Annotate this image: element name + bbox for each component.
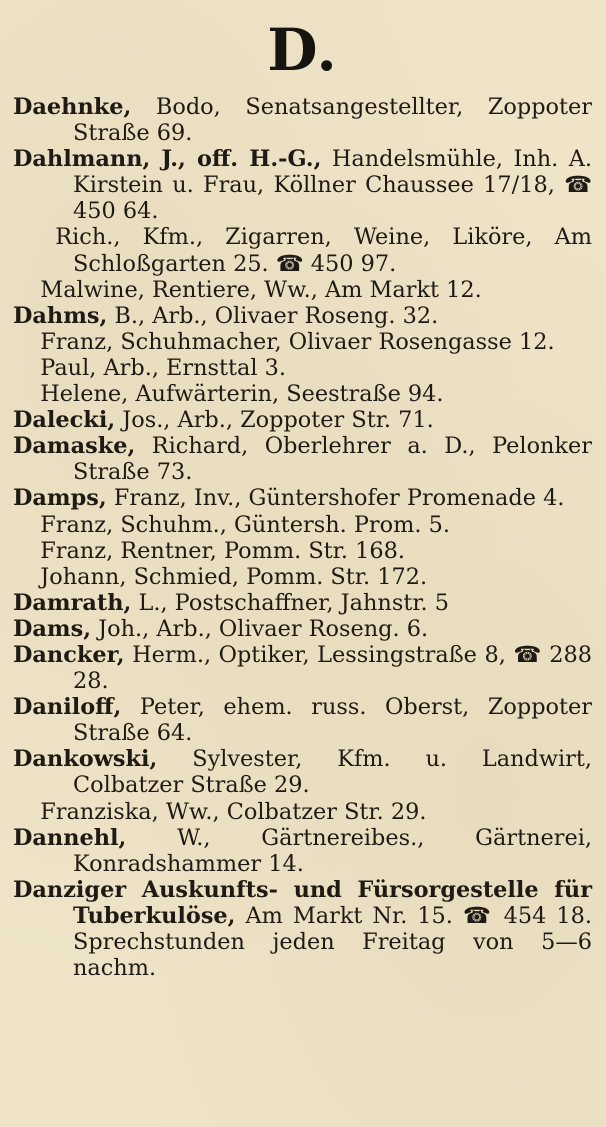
entry-details: Franz, Inv., Güntershofer Promenade 4. <box>106 485 565 512</box>
repeat-dash <box>13 277 33 303</box>
entry-details: B., Arb., Olivaer Roseng. 32. <box>107 302 439 329</box>
directory-entry <box>13 355 592 381</box>
directory-entry <box>13 329 592 355</box>
entry-name: Dahms, <box>13 302 108 329</box>
directory-entry <box>13 564 592 590</box>
entry-name: Dankowski, <box>13 746 158 773</box>
entry-name: Daehnke, <box>13 94 132 120</box>
entry-details: Bodo, Senatsangestellter, Zoppoter Straße 69. <box>73 94 592 147</box>
entry-details: W., Gärtnereibes., Gärtnerei, Konradshammer 14. <box>73 824 592 877</box>
directory-entry <box>13 538 592 564</box>
entry-details: Rich., Kfm., Zigarren, Weine, Liköre, Am Schloßgarten 25. ☎ 450 97. <box>33 224 592 277</box>
entry-name: Dams, <box>13 615 92 642</box>
entry-details: Malwine, Rentiere, Ww., Am Markt 12. <box>33 276 482 303</box>
entry-name: Damaske, <box>13 433 136 460</box>
directory-entry <box>13 277 592 303</box>
directory-entry <box>13 746 592 798</box>
directory-entry <box>13 224 592 276</box>
entry-name: Dahlmann, J., off. H.-G., <box>13 146 322 173</box>
repeat-dash <box>13 329 33 355</box>
entry-details: Jos., Arb., Zoppoter Str. 71. <box>115 407 434 434</box>
entry-name: Damrath, <box>13 589 132 616</box>
repeat-dash <box>13 355 33 381</box>
entry-details: Herm., Optiker, Lessingstraße 8, ☎ 288 28. <box>73 641 592 695</box>
entry-details: Franziska, Ww., Colbatzer Str. 29. <box>33 798 427 825</box>
entry-details: Paul, Arb., Ernsttal 3. <box>33 354 287 381</box>
entry-name: Dancker, <box>13 641 125 668</box>
entry-name: Dannehl, <box>13 824 127 851</box>
letter-heading: D. <box>267 16 338 84</box>
directory-entry <box>13 407 592 433</box>
directory-entry <box>13 799 592 825</box>
directory-entries <box>13 94 592 981</box>
directory-entry <box>13 433 592 485</box>
entry-name: Dalecki, <box>13 407 116 434</box>
directory-entry <box>13 512 592 538</box>
entry-name: Danziger Auskunfts- und Fürsorgestelle für Tuberkulöse, <box>13 876 592 929</box>
directory-entry <box>13 877 592 981</box>
directory-entry <box>13 825 592 877</box>
entry-details: L., Postschaffner, Jahnstr. 5 <box>131 589 450 616</box>
entry-details: Johann, Schmied, Pomm. Str. 172. <box>33 563 428 590</box>
directory-entry <box>13 642 592 694</box>
repeat-dash <box>13 381 33 407</box>
repeat-dash <box>13 512 33 538</box>
repeat-dash <box>13 538 33 564</box>
entry-name: Daniloff, <box>13 694 122 721</box>
entry-details: Franz, Rentner, Pomm. Str. 168. <box>33 537 405 564</box>
directory-entry <box>13 616 592 642</box>
entry-details: Sylvester, Kfm. u. Landwirt, Colbatzer Straße 29. <box>73 746 592 799</box>
entry-details: Helene, Aufwärterin, Seestraße 94. <box>33 381 444 408</box>
entry-details: Joh., Arb., Olivaer Roseng. 6. <box>91 615 429 642</box>
directory-entry <box>13 590 592 616</box>
entry-details: Franz, Schuhm., Güntersh. Prom. 5. <box>33 511 450 538</box>
directory-entry <box>13 303 592 329</box>
entry-details: Am Markt Nr. 15. ☎ 454 18. Sprechstunden jeden Freitag von 5—6 nachm. <box>73 902 592 982</box>
directory-entry <box>13 694 592 746</box>
entry-details: Handelsmühle, Inh. A. Kirstein u. Frau, Köllner Chaussee 17/18, ☎ 450 64. <box>73 146 592 225</box>
entry-details: Peter, ehem. russ. Oberst, Zoppoter Straße 64. <box>73 694 592 747</box>
entry-details: Franz, Schuhmacher, Olivaer Rosengasse 12. <box>33 328 555 355</box>
repeat-dash <box>13 224 33 250</box>
entry-details: Richard, Oberlehrer a. D., Pelonker Straße 73. <box>73 433 592 486</box>
directory-entry <box>13 381 592 407</box>
entry-name: Damps, <box>13 485 107 512</box>
directory-entry <box>13 485 592 511</box>
repeat-dash <box>13 564 33 590</box>
repeat-dash <box>13 799 33 825</box>
directory-entry <box>13 146 592 224</box>
directory-entry <box>13 94 592 146</box>
